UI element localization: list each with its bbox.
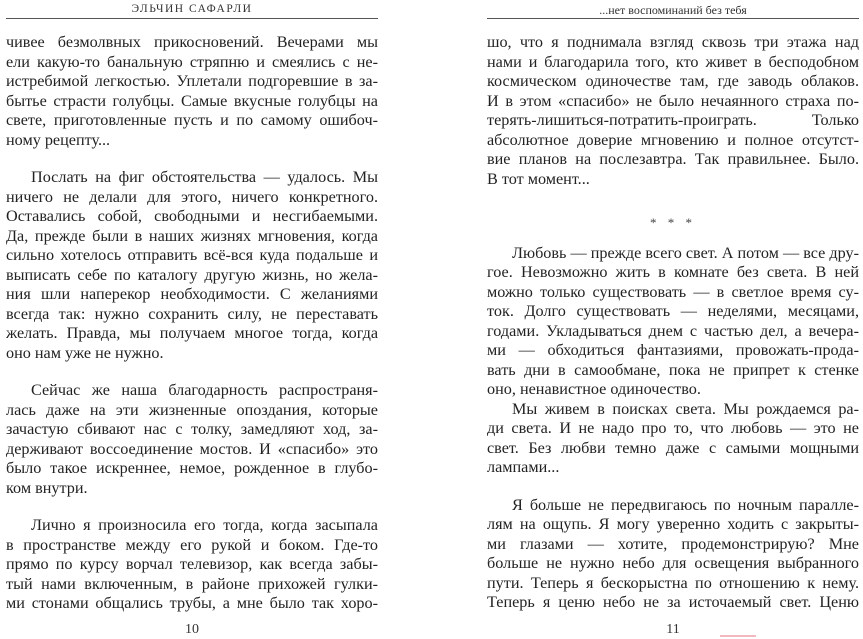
text-line: выписать себе по каталогу другую жизнь, но жела- (6, 265, 378, 284)
text-line: вие планов на послезавтра. Так правильнее. Было. (487, 150, 859, 168)
text-line: тый нами включенным, в районе прихожей гулки- (6, 574, 378, 593)
text-line: лампами... (487, 458, 560, 476)
text-line: всегда так: нужно сохранить силу, не переставать (6, 304, 378, 323)
text-line: ми стонами общались трубы, а мне было так хоро- (6, 594, 378, 612)
text-line: лям на ощупь. Я могу уверенно ходить с закрыты- (487, 515, 859, 533)
text-line: Да, прежде были в наших жизнях мгновения, когда (6, 226, 378, 245)
page-body (487, 33, 859, 613)
text-line: можно только существовать — в светлое время су- (487, 282, 859, 301)
left-page (6, 0, 378, 639)
text-line: ми глазами — хотите, продемонстрирую? Мне (487, 534, 859, 553)
text-line: Сейчас же наша благодарность распространя- (31, 381, 378, 399)
paragraph (6, 381, 378, 498)
text-line: желать. Правда, мы получаем многое тогда, когда (6, 324, 378, 342)
text-line: в пространстве между его рукой и боком. Где-то (6, 535, 378, 554)
text-line: ели какую-то банальную стряпню и смеялись с не- (6, 52, 378, 71)
paragraph (6, 33, 378, 150)
pink-scan-mark (720, 635, 756, 637)
text-line: ному рецепту... (6, 130, 111, 149)
text-line: Теперь я ценю небо не за источаемый свет. Ценю (487, 593, 859, 611)
text-line: ми — обходиться фантазиями, провожать-прода- (487, 341, 859, 359)
text-line: Лично я произносила его тогда, когда засыпала (31, 516, 378, 534)
text-line: И в этом «спасибо» не было нечаянного страха по- (487, 91, 859, 110)
text-line: чивее безмолвных прикосновений. Вечерами мы (6, 33, 378, 51)
text-line: вать дни в самообмане, пока не припрет к стенке (487, 360, 859, 379)
text-line: Я больше не передвигаюсь по ночным паралле- (512, 495, 859, 514)
section-separator: * * * (650, 215, 696, 230)
paragraph (6, 168, 378, 363)
paragraph (487, 496, 859, 613)
text-line: Оставались собой, свободными и несгибаемыми. (6, 207, 378, 225)
text-line: годами. Укладываться днем с частью дел, а вечера- (487, 321, 859, 340)
paragraph (487, 244, 859, 400)
text-line: нами и благодарила того, кто живет в бесподобном (487, 52, 859, 71)
text-line: больше не нужно небо для освещения выбранного (487, 554, 859, 572)
text-line: космическом одиночестве там, где заводь облаков. (487, 72, 859, 90)
text-line: абсолютное доверие мгновению и полное отсутст- (487, 130, 859, 149)
text-line: оно, ненавистное одиночество. (487, 380, 701, 398)
page-body (6, 33, 378, 614)
text-line: ния шли наперекор необходимости. С желаниями (6, 285, 378, 303)
text-line: зачастую сбивают нас с толку, замедляют ход, за- (6, 420, 378, 438)
page-number: 11 (666, 622, 680, 637)
text-line: Послать на фиг обстоятельства — удалось. Мы (31, 168, 378, 186)
right-page (487, 0, 859, 639)
text-line: шо, что я поднимала взгляд сквозь три этажа над (487, 33, 859, 51)
running-head-author: ЭЛЬЧИН САФАРЛИ (131, 3, 253, 15)
text-line: ток. Долго существовать — неделями, месяцами, (487, 302, 859, 320)
text-line: гое. Невозможно жить в комнате без света. В ней (487, 263, 859, 281)
paragraph (487, 33, 859, 189)
text-line: ком внутри. (6, 478, 88, 497)
paragraph (6, 516, 378, 614)
text-line: свете, приготовленные пусть и по самому ошибоч- (6, 111, 378, 129)
text-line: ничего не делали для этого, ничего конкретного. (6, 187, 378, 206)
text-line: терять-лишиться-потратить-проиграть. Только (487, 111, 859, 129)
text-line: свет. Без любви темно даже с самыми мощными (487, 438, 859, 457)
text-line: истребимой легкостью. Уплетали подгоревшие в за- (6, 72, 378, 90)
text-line: В тот момент... (487, 169, 590, 188)
paragraph (487, 400, 859, 478)
text-line: лась даже на эти жизненные опоздания, которые (6, 400, 378, 419)
text-line: было такое искреннее, немое, рожденное в глубо- (6, 459, 378, 477)
text-line: Любовь — прежде всего свет. А потом — все дру- (512, 243, 859, 262)
text-line: ди света. И не надо про то, что любовь — это не (487, 419, 859, 437)
text-line: бытье страсти голубцы. Самые вкусные голубцы на (6, 91, 378, 110)
text-line: держивают воссоединение мостов. И «спасибо» это (6, 439, 378, 458)
text-line: оно нам уже не нужно. (6, 343, 164, 362)
text-line: прямо по курсу ворчал телевизор, как всегда забы- (6, 555, 378, 573)
text-line: пути. Теперь я бескорыстна по отношению к нему. (487, 573, 859, 592)
text-line: Мы живем в поисках света. Мы рождаемся ра- (512, 399, 859, 418)
running-head-title: ...нет воспоминаний без тебя (599, 3, 747, 17)
header-rule (487, 18, 859, 19)
text-line: сильно хотелось отправить всё-вся куда подальше и (6, 246, 378, 264)
header-rule (6, 18, 378, 19)
page-number: 10 (185, 622, 199, 637)
